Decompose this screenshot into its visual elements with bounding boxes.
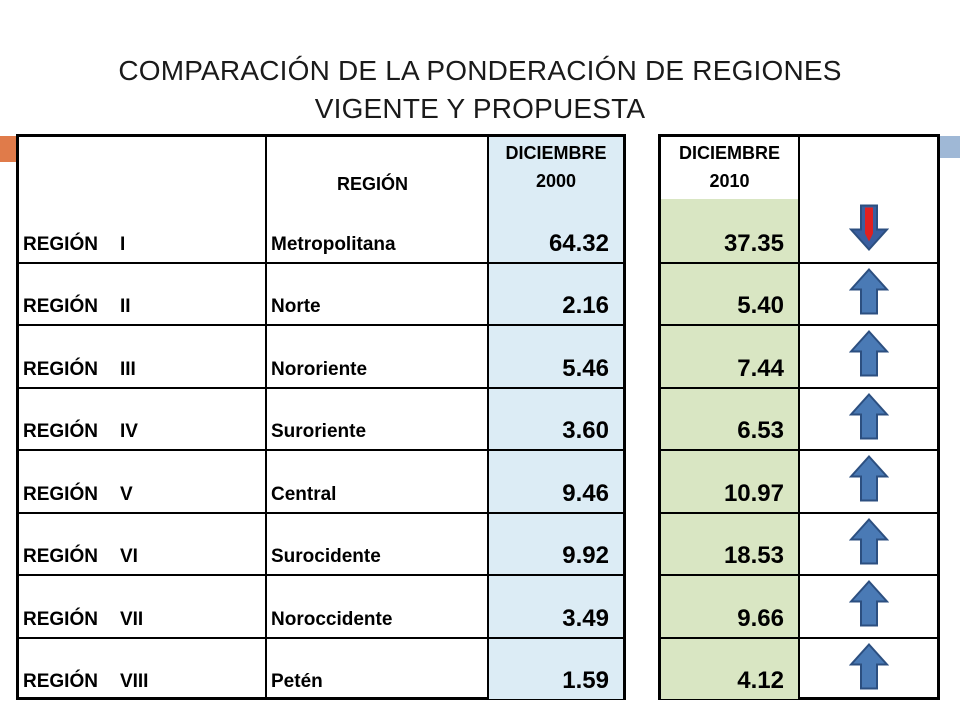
table-row xyxy=(19,262,623,325)
table-row xyxy=(661,324,937,387)
value-2010-cell xyxy=(661,199,800,262)
decorative-bar-right xyxy=(940,136,960,158)
value-2010-cell xyxy=(661,264,800,325)
table-row xyxy=(661,387,937,450)
region-number: V xyxy=(119,483,133,505)
value-2000: 3.49 xyxy=(562,604,609,632)
trend-cell xyxy=(800,576,937,637)
trend-cell xyxy=(800,264,937,325)
header-2000-month: DICIEMBRE xyxy=(505,143,607,163)
header-2010-month: DICIEMBRE xyxy=(678,143,780,163)
region-word: REGIÓN xyxy=(23,358,98,380)
trend-cell xyxy=(800,451,937,512)
region-name: Norte xyxy=(271,296,321,317)
table-row xyxy=(661,512,937,575)
region-label xyxy=(23,546,138,568)
value-2010: 9.66 xyxy=(737,604,784,632)
value-2000: 2.16 xyxy=(562,292,609,319)
title-line-2: VIGENTE Y PROPUESTA xyxy=(314,93,646,124)
value-2000: 5.46 xyxy=(562,354,609,382)
region-name: Petén xyxy=(271,671,323,692)
table-row xyxy=(19,324,623,387)
region-name: Suroriente xyxy=(271,421,367,442)
value-2010: 7.44 xyxy=(737,354,784,382)
region-label-cell xyxy=(19,639,267,700)
table-row xyxy=(661,574,937,637)
value-2000-cell xyxy=(489,451,623,512)
region-label-cell xyxy=(19,326,267,387)
value-2000-cell xyxy=(489,264,623,325)
table-row xyxy=(19,574,623,637)
region-label xyxy=(23,484,133,506)
region-label-cell xyxy=(19,451,267,512)
value-2000-cell xyxy=(489,576,623,637)
region-label-cell xyxy=(19,199,267,262)
value-2000-cell xyxy=(489,326,623,387)
region-name: Noroccidente xyxy=(271,608,393,630)
region-label-cell xyxy=(19,389,267,450)
region-word: REGIÓN xyxy=(23,296,98,317)
arrow-up-icon xyxy=(849,642,889,695)
table-header-row xyxy=(661,137,937,199)
header-2010-cell xyxy=(661,137,800,199)
region-number: I xyxy=(119,233,126,255)
region-name-cell xyxy=(267,639,489,700)
value-2010-cell xyxy=(661,639,800,700)
trend-cell xyxy=(800,326,937,387)
trend-cell xyxy=(800,639,937,700)
table-row xyxy=(661,637,937,700)
header-region-label: REGIÓN xyxy=(337,174,409,194)
value-2010: 4.12 xyxy=(737,667,784,694)
region-label-cell xyxy=(19,264,267,325)
page-title xyxy=(0,52,960,128)
region-number: VII xyxy=(119,608,144,630)
header-2000-year: 2000 xyxy=(535,171,577,191)
value-2000-cell xyxy=(489,199,623,262)
header-trend-cell xyxy=(800,137,937,199)
region-name-cell xyxy=(267,264,489,325)
trend-cell xyxy=(800,199,937,262)
region-word: REGIÓN xyxy=(23,671,98,692)
region-label-cell xyxy=(19,576,267,637)
region-number: III xyxy=(119,358,136,380)
value-2000-cell xyxy=(489,514,623,575)
region-label xyxy=(23,359,136,381)
table-row xyxy=(661,449,937,512)
region-number: VI xyxy=(119,546,138,567)
value-2000: 64.32 xyxy=(548,229,609,257)
region-name-cell xyxy=(267,451,489,512)
title-line-1: COMPARACIÓN DE LA PONDERACIÓN DE REGIONES xyxy=(118,55,842,86)
regions-table-2000 xyxy=(16,134,626,700)
header-2000-cell xyxy=(489,137,623,199)
arrow-up-icon xyxy=(849,267,889,320)
table-row xyxy=(19,199,623,262)
region-word: REGIÓN xyxy=(23,421,98,442)
trend-cell xyxy=(800,514,937,575)
arrow-up-icon xyxy=(849,517,889,570)
table-row xyxy=(19,637,623,700)
table-row xyxy=(19,387,623,450)
region-label xyxy=(23,234,125,256)
value-2010: 6.53 xyxy=(737,417,784,444)
table-row xyxy=(661,199,937,262)
region-name-cell xyxy=(267,199,489,262)
value-2010-cell xyxy=(661,514,800,575)
region-word: REGIÓN xyxy=(23,608,98,630)
region-name: Surocidente xyxy=(271,546,381,567)
value-2010: 37.35 xyxy=(723,229,784,257)
value-2010-cell xyxy=(661,576,800,637)
region-word: REGIÓN xyxy=(23,233,98,255)
header-region-cell xyxy=(267,137,489,199)
trend-cell xyxy=(800,389,937,450)
value-2000: 9.46 xyxy=(562,479,609,507)
header-2010-year: 2010 xyxy=(709,171,750,191)
decorative-bar-left xyxy=(0,136,16,162)
value-2010: 5.40 xyxy=(737,292,784,319)
value-2000-cell xyxy=(489,639,623,700)
region-label-cell xyxy=(19,514,267,575)
region-name-cell xyxy=(267,576,489,637)
table-row xyxy=(19,512,623,575)
region-name: Nororiente xyxy=(271,358,368,380)
header-blank-cell xyxy=(19,137,267,199)
value-2010-cell xyxy=(661,389,800,450)
table-row xyxy=(661,262,937,325)
arrow-down-icon xyxy=(849,204,889,257)
region-label xyxy=(23,609,143,631)
value-2000: 3.60 xyxy=(562,417,609,444)
region-label xyxy=(23,671,148,693)
table-row xyxy=(19,449,623,512)
region-name: Central xyxy=(271,483,337,505)
region-label xyxy=(23,421,138,443)
region-name-cell xyxy=(267,389,489,450)
region-label xyxy=(23,296,131,318)
region-name: Metropolitana xyxy=(271,233,396,255)
value-2010: 10.97 xyxy=(723,479,784,507)
value-2010: 18.53 xyxy=(723,542,784,569)
region-name-cell xyxy=(267,326,489,387)
region-number: VIII xyxy=(119,671,149,692)
value-2010-cell xyxy=(661,451,800,512)
value-2000: 1.59 xyxy=(562,667,609,694)
arrow-up-icon xyxy=(849,392,889,445)
arrow-up-icon xyxy=(849,580,889,633)
value-2000: 9.92 xyxy=(562,542,609,569)
region-number: II xyxy=(119,296,131,317)
table-header-row xyxy=(19,137,623,199)
regions-table-2010 xyxy=(658,134,940,700)
arrow-up-icon xyxy=(849,455,889,508)
value-2010-cell xyxy=(661,326,800,387)
region-word: REGIÓN xyxy=(23,483,98,505)
region-number: IV xyxy=(119,421,138,442)
value-2000-cell xyxy=(489,389,623,450)
arrow-up-icon xyxy=(849,330,889,383)
region-word: REGIÓN xyxy=(23,546,98,567)
region-name-cell xyxy=(267,514,489,575)
